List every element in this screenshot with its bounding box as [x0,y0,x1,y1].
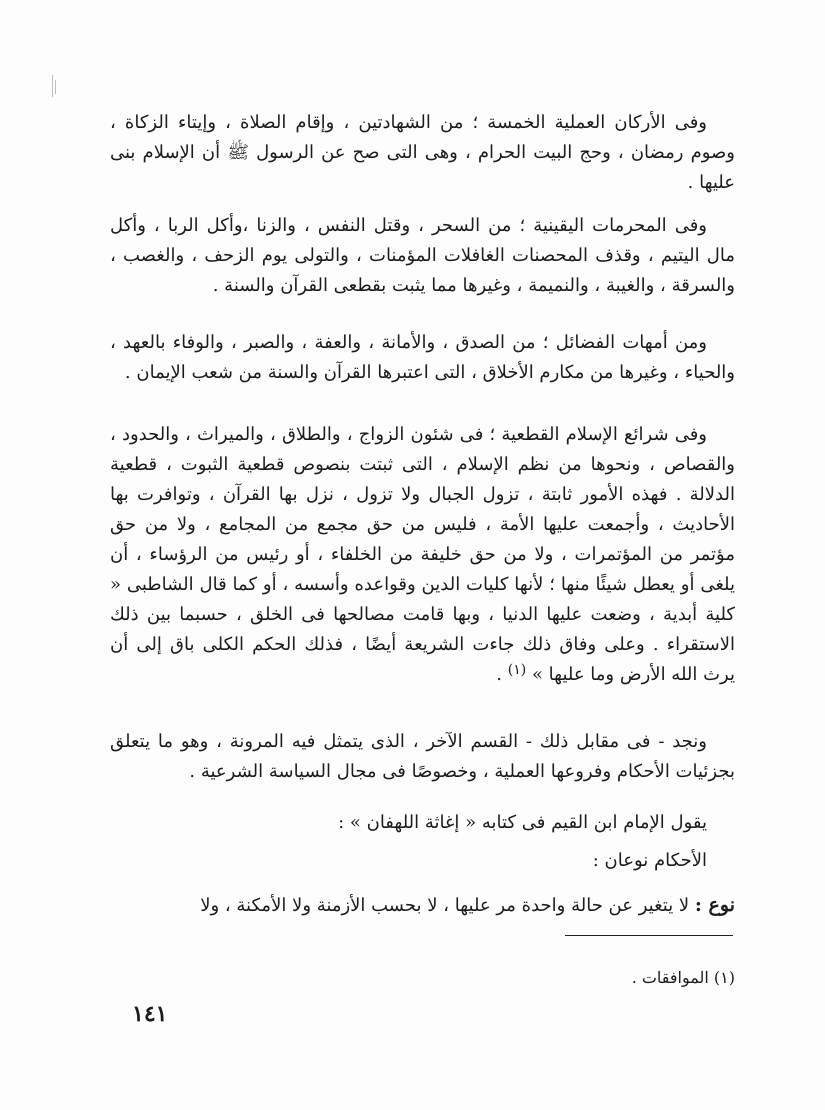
rulings-heading: الأحكام نوعان : [592,850,707,871]
paragraph-practical-pillars: وفى الأركان العملية الخمسة ؛ من الشهادتين ، وإقام الصلاة ، وإيتاء الزكاة ، وصوم رمضان ، وحج البيت الحرام ، وهى التى صح عن الرسول ﷺ أن الإسلام بنى عليها . [110,112,735,193]
margin-scan-mark [52,75,53,97]
paragraph-certain-prohibitions: وفى المحرمات اليقينية ؛ من السحر ، وقتل النفس ، والزنا ،وأكل الربا ، وأكل مال اليتيم ، وقذف المحصنات الغافلات المؤمنات ، والتولى يوم الزحف ، والغصب ، والسرقة ، والغيبة ، والنميمة ، وغيرها مما يثبت بقطعى القرآن والسنة . [110,215,735,296]
quote-introduction: يقول الإمام ابن القيم فى كتابه « إغاثة اللهفان » : [338,812,707,833]
ruling-type-term: نوع : [694,894,735,916]
paragraph-virtues: ومن أمهات الفضائل ؛ من الصدق ، والأمانة ، والعفة ، والصبر ، والوفاء بالعهد ، والحياء ، وغيرها من مكارم الأخلاق ، التى اعتبرها القرآن والسنة من شعب الإيمان . [110,332,735,383]
margin-scan-mark [55,80,56,94]
paragraph-flexible-section: ونجد - فى مقابل ذلك - القسم الآخر ، الذى يتمثل فيه المرونة ، وهو ما يتعلق بجزئيات الأحكام وفروعها العملية ، وخصوصًا فى مجال السياسة الشرعية . [110,731,735,782]
footnote: (١) الموافقات . [631,968,735,987]
paragraph-definitive-laws-text: وفى شرائع الإسلام القطعية ؛ فى شئون الزواج ، والطلاق ، والميراث ، والحدود ، والقصاص ، ونحوها من نظم الإسلام ، التى ثبتت بنصوص قطعية الثبوت ، قطعية الدلالة . فهذه الأمور ثابتة ، تزول الجبال ولا تزول ، نزل بها القرآن ، وتوافرت بها الأحاديث ، وأجمعت عليها الأمة ، فليس من حق مجمع من المجامع ، ولا من حق مؤتمر من المؤتمرات ، ولا من حق خليفة من الخلفاء ، أو رئيس من الرؤساء ، أن يلغى أو يعطل شيئًا منها ؛ لأنها كليات الدين وقواعده وأسسه ، أو كما قال الشاطبى « كلية أبدية ، وضعت عليها الدنيا ، وبها قامت مصالحها فى الخلق ، حسبما بين ذلك الاستقراء . وعلى وفاق ذلك جاءت الشريعة أيضًا ، فذلك الحكم الكلى باق إلى أن يرث الله الأرض وما عليها » [110,424,735,685]
paragraph-end-mark: . [496,664,508,685]
ruling-type-text: لا يتغير عن حالة واحدة مر عليها ، لا بحسب الأزمنة ولا الأمكنة ، ولا [200,895,695,916]
page-number: ١٤١ [132,1001,168,1027]
paragraph-definitive-laws [110,420,735,691]
footnote-divider [565,935,733,936]
ruling-type-first [110,890,735,921]
footnote-reference-marker: (١) [507,662,527,678]
